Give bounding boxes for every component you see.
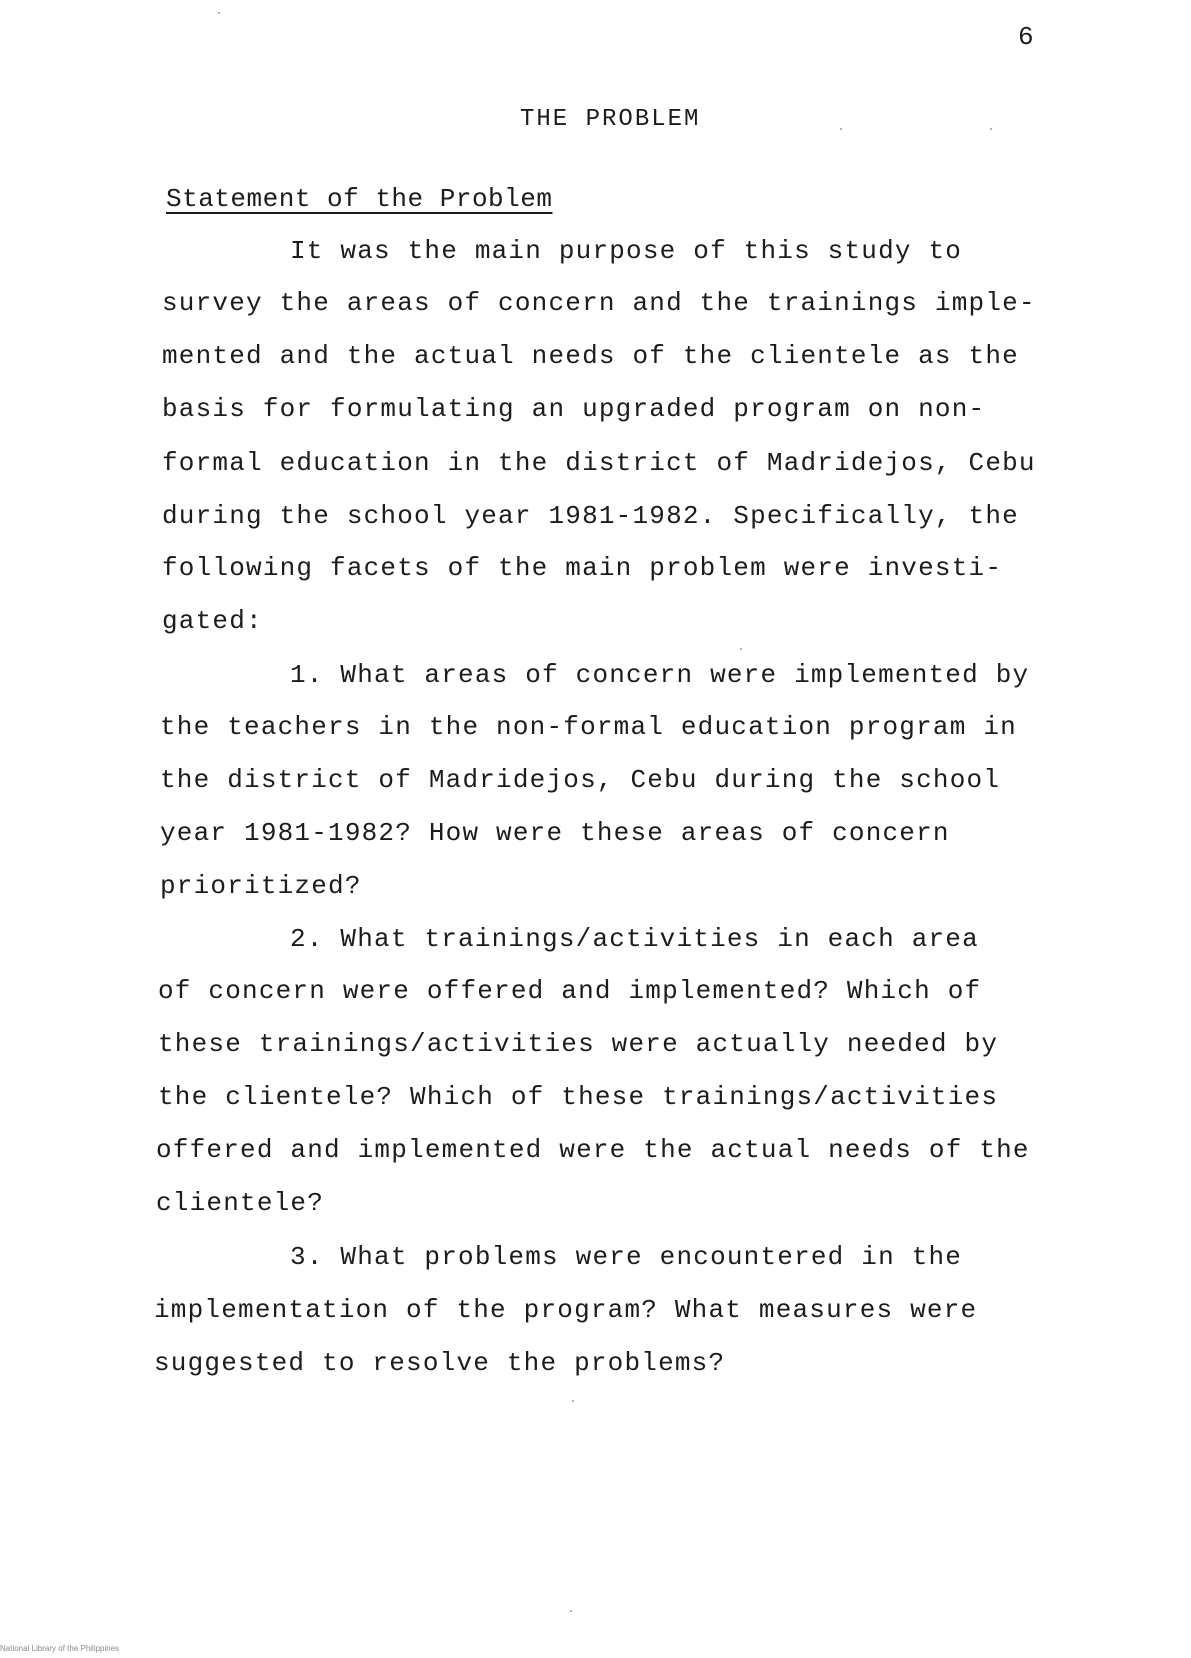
scan-speck	[572, 1400, 574, 1402]
list-item-1-line: the district of Madridejos, Cebu during the school	[160, 765, 1001, 795]
page-number: 6	[1018, 22, 1035, 52]
page-title: THE PROBLEM	[520, 106, 701, 133]
scan-speck	[218, 12, 220, 14]
body-line: formal education in the district of Madridejos, Cebu	[162, 448, 1036, 478]
scan-footer: National Library of the Philippines	[0, 1644, 120, 1653]
list-item-2-line: offered and implemented were the actual needs of the	[156, 1135, 1030, 1165]
scan-speck	[570, 1610, 572, 1612]
body-line: following facets of the main problem were investi-	[162, 553, 1003, 583]
scan-speck	[840, 128, 842, 130]
list-item-1-line: 1. What areas of concern were implemented by	[290, 660, 1030, 690]
list-item-3-line: suggested to resolve the problems?	[154, 1348, 726, 1378]
list-item-1-line: year 1981-1982? How were these areas of concern	[160, 818, 950, 848]
body-line: It was the main purpose of this study to	[290, 236, 963, 266]
list-item-2-line: of concern were offered and implemented? Which of	[158, 976, 982, 1006]
list-item-2-line: the clientele? Which of these trainings/activities	[158, 1082, 999, 1112]
body-line: survey the areas of concern and the trainings imple-	[162, 288, 1036, 318]
body-line: basis for formulating an upgraded program on non-	[162, 394, 986, 424]
list-item-1-line: the teachers in the non-formal education program in	[160, 712, 1017, 742]
list-item-3-line: implementation of the program? What measures were	[154, 1295, 978, 1325]
list-item-3-line: 3. What problems were encountered in the	[290, 1242, 963, 1272]
list-item-2-line: 2. What trainings/activities in each area	[290, 924, 979, 954]
body-line: gated:	[162, 606, 263, 636]
scan-speck	[990, 128, 992, 130]
list-item-2-line: clientele?	[156, 1188, 325, 1218]
list-item-1-line: prioritized?	[160, 871, 362, 901]
scan-speck	[740, 648, 742, 650]
list-item-2-line: these trainings/activities were actually needed by	[158, 1029, 999, 1059]
section-heading: Statement of the Problem	[166, 184, 553, 214]
body-line: mented and the actual needs of the clientele as the	[162, 341, 1019, 371]
body-line: during the school year 1981-1982. Specifically, the	[162, 501, 1019, 531]
